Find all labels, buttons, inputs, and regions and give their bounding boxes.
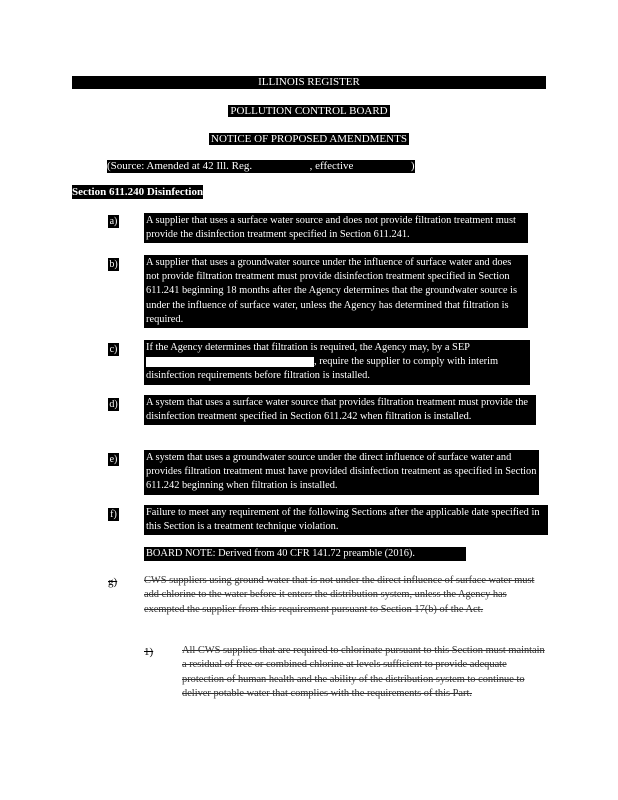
source-text-b: , effective (309, 160, 354, 172)
item-text-c-part2: , require the supplier to comply with interim disinfection requirements before filtration is installed. (146, 356, 499, 382)
item-label-b: b) (109, 259, 118, 270)
item-text-f: Failure to meet any requirement of the following Sections after the applicable date specified in this Section is a treatment technique violation. (144, 505, 548, 535)
struck-label-1: 1) (144, 646, 154, 658)
item-text-c-part1: If the Agency determines that filtration is required, the Agency may, by a SEP (146, 342, 470, 353)
redacted-blank (146, 357, 314, 367)
board-header (0, 105, 618, 118)
source-text-a: (Source: Amended at 42 Ill. Reg. (107, 160, 253, 172)
board-note: BOARD NOTE: Derived from 40 CFR 141.72 preamble (2016). (144, 547, 466, 561)
item-text-c (144, 340, 530, 385)
item-text-b: A supplier that uses a groundwater source under the influence of surface water and does not provide filtration treatment must provide disinfection treatment specified in Section 611.241 beginning 18 months after the Agency determines that the groundwater source is under the influence of surface water, unless the Agency has determined that filtration is required. (144, 255, 528, 328)
notice-title: NOTICE OF PROPOSED AMENDMENTS (211, 133, 407, 145)
item-label-d: d) (109, 399, 118, 410)
item-label-c: c) (109, 344, 118, 355)
item-label-f: f) (108, 508, 119, 521)
section-title: Section 611.240 Disinfection (72, 186, 204, 198)
item-label-e: e) (109, 454, 118, 465)
register-header: ILLINOIS REGISTER (72, 76, 546, 89)
board-name: POLLUTION CONTROL BOARD (230, 105, 388, 117)
struck-label-g: g) (108, 576, 118, 588)
item-text-d: A system that uses a surface water source that provides filtration treatment must provide the disinfection treatment specified in Section 611.242 when filtration is installed. (144, 395, 536, 425)
item-text-a: A supplier that uses a surface water source and does not provide filtration treatment must provide the disinfection treatment specified in Section 611.241. (144, 213, 528, 243)
item-text-e: A system that uses a groundwater source under the direct influence of surface water and provides filtration treatment must have provided disinfection treatment as specified in Section 611.242 beginning when filtration is installed. (144, 450, 539, 495)
source-line (107, 160, 415, 173)
struck-text-1: All CWS supplies that are required to chlorinate pursuant to this Section must maintain a residual of free or combined chlorine at levels sufficient to provide adequate protection of human health and the ability of the distribution system to continue to deliver potable water that complies with the requirements of this Part. (182, 645, 545, 700)
item-label-a: a) (109, 216, 118, 227)
notice-header (0, 133, 618, 146)
struck-text-g: CWS suppliers using ground water that is not under the direct influence of surface water must add chlorine to the water before it enters the distribution system, unless the Agency has exempted the supplier from this requirement pursuant to Section 17(b) of the Act. (144, 575, 535, 615)
source-text-c: ) (410, 160, 415, 172)
